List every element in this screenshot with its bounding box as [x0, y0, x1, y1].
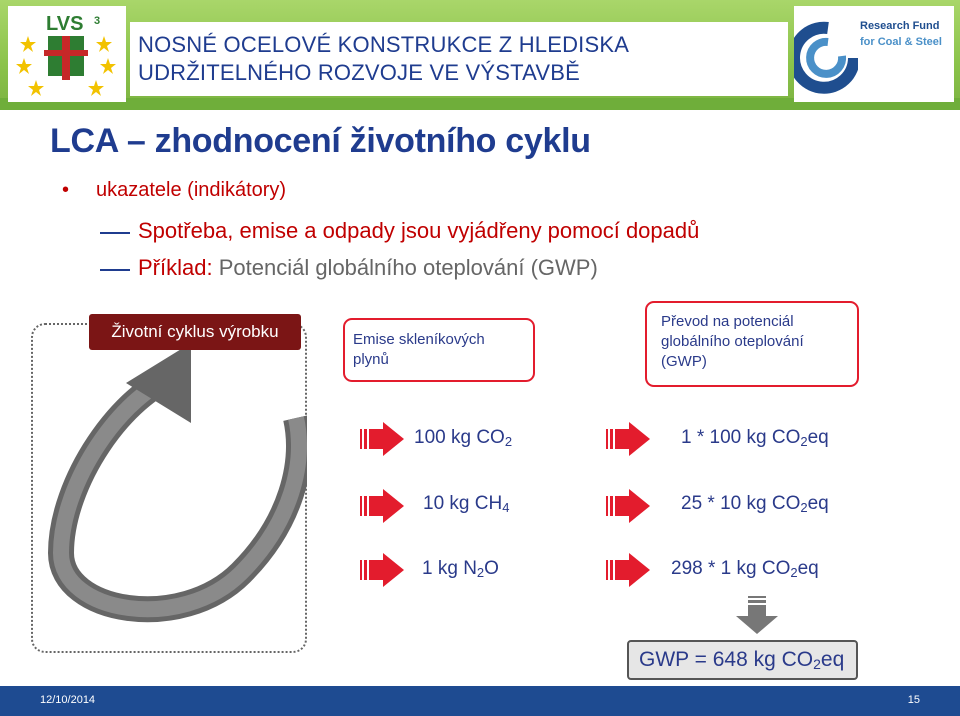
arrow-right-icon — [360, 422, 404, 456]
arrow-right-icon — [606, 422, 650, 456]
slide-title: LCA – zhodnocení životního cyklu — [50, 122, 591, 160]
lvs3-logo-graphic — [8, 6, 126, 102]
cycle-arrow-icon — [31, 323, 307, 653]
emission-co2: 100 kg $CO_2$ — [414, 427, 513, 449]
sub-bullet-consumption: Spotřeba, emise a odpady jsou vyjádřeny pomocí dopadů — [138, 218, 700, 243]
lvs3-logo — [8, 6, 126, 102]
arrow-right-icon — [360, 489, 404, 523]
emissions-text: Emise skleníkových plynů — [353, 331, 485, 368]
gwp-conversion-text: Převod na potenciál globálního oteplování (GWP) — [661, 313, 804, 370]
header-title-line1: NOSNÉ OCELOVÉ KONSTRUKCE Z HLEDISKA — [138, 32, 630, 57]
emissions-box — [343, 318, 535, 382]
example-label: Příklad: — [138, 255, 213, 280]
dash-icon — [100, 232, 130, 234]
lvs-logo-sup: 3 — [94, 15, 101, 27]
dash-icon — [100, 269, 130, 271]
header-title-line2: UDRŽITELNÉHO ROZVOJE VE VÝSTAVBĚ — [138, 60, 580, 85]
research-fund-line2: for Coal & Steel — [860, 36, 942, 48]
arrow-right-icon — [606, 489, 650, 523]
lvs-logo-text: LVS — [46, 13, 84, 35]
bullet-dot-icon: • — [62, 179, 70, 201]
header-title-box — [130, 22, 788, 96]
footer-bar — [0, 686, 960, 716]
example-text: Potenciál globálního oteplování (GWP) — [212, 255, 598, 280]
sub-bullet-example — [138, 255, 598, 281]
gwp-n2o: 298 * 1 kg $CO_2eq$ — [671, 558, 819, 580]
gwp-ch4: 25 * 10 kg $CO_2eq$ — [681, 493, 829, 515]
gwp-result-text: GWP = 648 kg $CO_2eq$ — [639, 648, 845, 672]
emission-n2o: 1 kg $N_2O$ — [422, 558, 499, 580]
bullet-indicators: ukazatele (indikátory) — [96, 179, 287, 201]
arrow-down-icon — [736, 596, 778, 634]
life-cycle-label: Životní cyklus výrobku — [89, 314, 301, 350]
gwp-result-box — [627, 640, 858, 680]
arrow-right-icon — [606, 553, 650, 587]
footer-date: 12/10/2014 — [40, 694, 96, 706]
emission-ch4: 10 kg $CH_4$ — [423, 493, 510, 515]
research-fund-logo — [794, 6, 954, 102]
footer-page-number: 15 — [907, 694, 920, 706]
gwp-co2: 1 * 100 kg $CO_2eq$ — [681, 427, 829, 449]
arrow-right-icon — [360, 553, 404, 587]
research-fund-line1: Research Fund — [860, 20, 940, 32]
research-fund-swirl-icon — [794, 6, 858, 102]
gwp-conversion-box — [645, 301, 859, 387]
